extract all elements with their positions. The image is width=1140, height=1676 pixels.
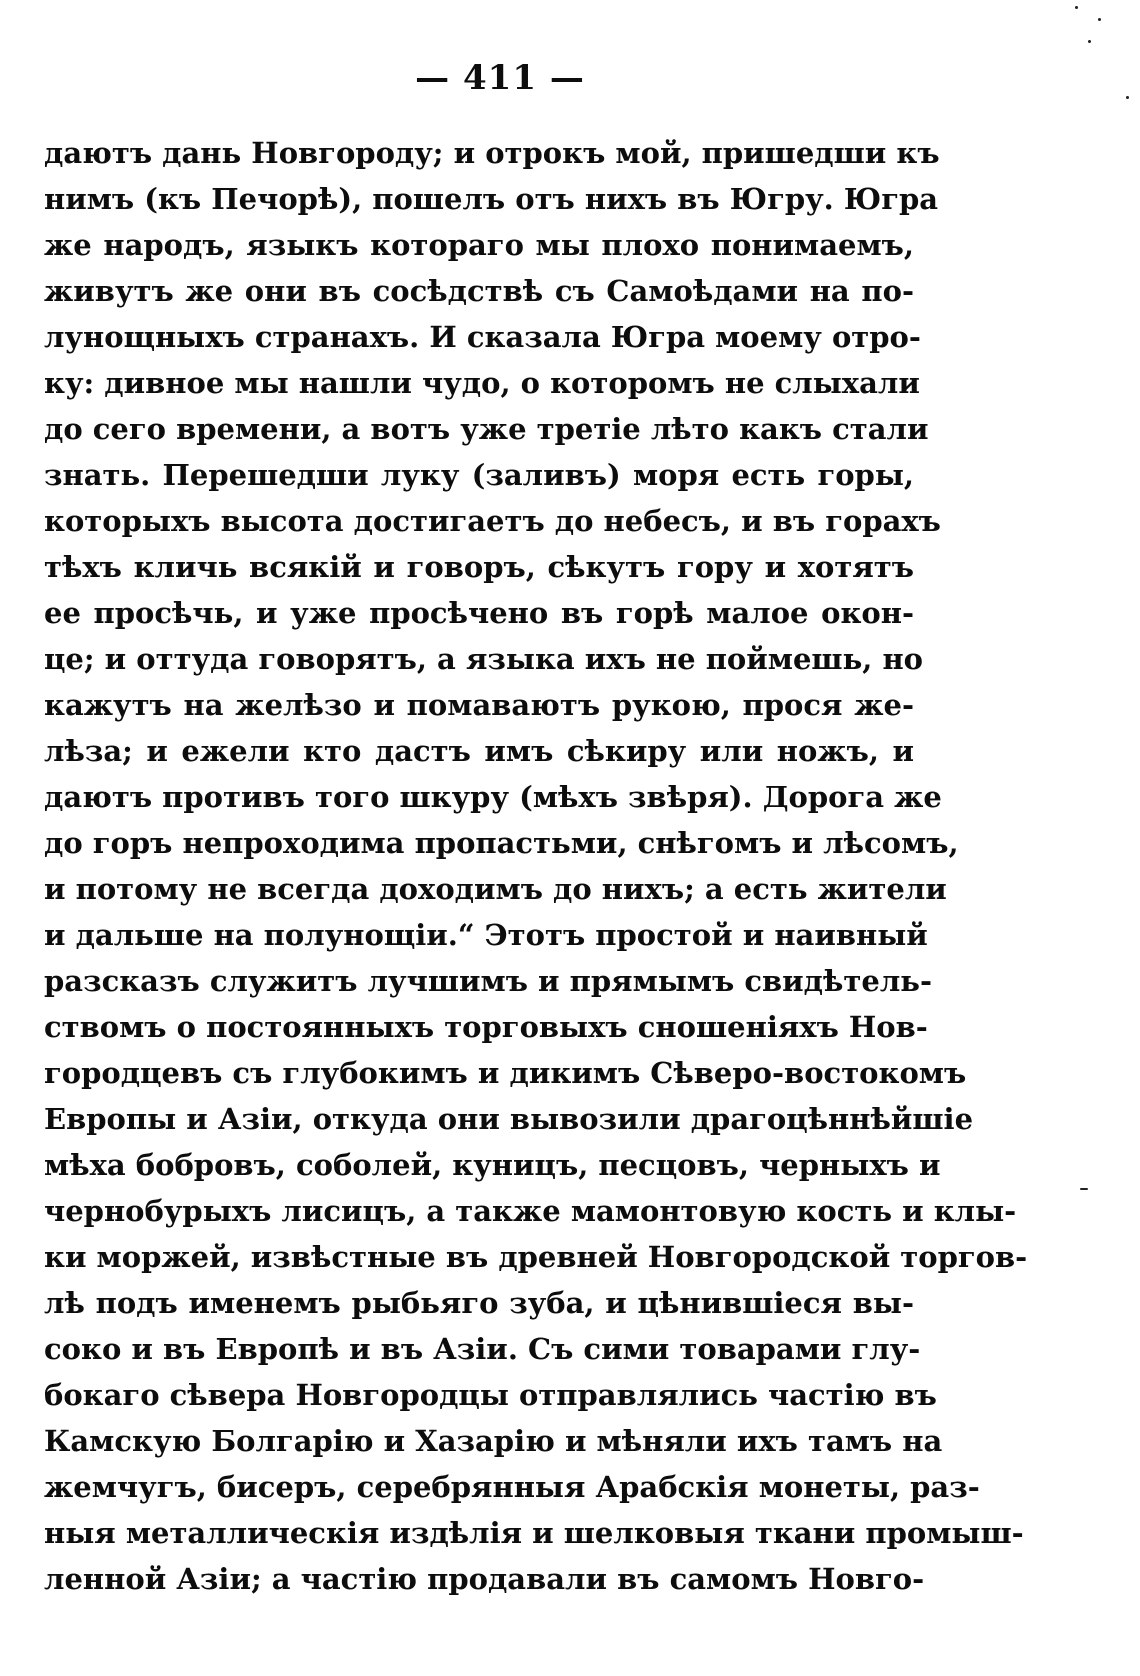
scan-speck [1098,18,1101,21]
text-line: и дальше на полунощіи.“ Этотъ простой и наивный [44,918,928,952]
text-line: даютъ дань Новгороду; и отрокъ мой, пришедши къ [44,136,940,170]
text-line: ленной Азіи; а частію продавали въ самомъ Новго- [44,1562,925,1596]
text-line: ее просѣчь, и уже просѣчено въ горѣ малое окон- [44,596,914,630]
text-line: Камскую Болгарію и Хазарію и мѣняли ихъ тамъ на [44,1424,943,1458]
page-number: — 411 — [415,58,585,98]
text-line: даютъ противъ того шкуру (мѣхъ звѣря). Дорога же [44,780,942,814]
text-line: бокаго сѣвера Новгородцы отправлялись частію въ [44,1378,937,1412]
text-line: лѣза; и ежели кто дастъ имъ сѣкиру или ножъ, и [44,734,914,768]
text-line: городцевъ съ глубокимъ и дикимъ Сѣверо-востокомъ [44,1056,967,1090]
text-line: мѣха бобровъ, соболей, куницъ, песцовъ, черныхъ и [44,1148,941,1182]
text-line: до горъ непроходима пропастьми, снѣгомъ и лѣсомъ, [44,826,959,860]
text-line: разсказъ служитъ лучшимъ и прямымъ свидѣтель- [44,964,932,998]
text-line: лунощныхъ странахъ. И сказала Югра моему отро- [44,320,921,354]
text-line: соко и въ Европѣ и въ Азіи. Съ сими товарами глу- [44,1332,921,1366]
text-line: Европы и Азіи, откуда они вывозили драгоцѣннѣйшіе [44,1102,974,1136]
text-line: лѣ подъ именемъ рыбьяго зуба, и цѣнившіеся вы- [44,1286,914,1320]
text-line: которыхъ высота достигаетъ до небесъ, и въ горахъ [44,504,941,538]
scan-speck [1080,1188,1088,1190]
text-line: ныя металлическія издѣлія и шелковыя ткани промыш- [44,1516,1024,1550]
text-line: це; и оттуда говорятъ, а языка ихъ не поймешь, но [44,642,924,676]
text-line: жемчугъ, бисеръ, серебрянныя Арабскія монеты, раз- [44,1470,980,1504]
text-line: знать. Перешедши луку (заливъ) моря есть горы, [44,458,914,492]
scan-speck [1075,6,1078,9]
text-line: кажутъ на желѣзо и помаваютъ рукою, прося же- [44,688,914,722]
text-line: до сего времени, а вотъ уже третіе лѣто какъ стали [44,412,929,446]
text-line: и потому не всегда доходимъ до нихъ; а есть жители [44,872,947,906]
text-line: тѣхъ кличь всякій и говоръ, сѣкутъ гору и хотятъ [44,550,914,584]
text-line: же народъ, языкъ котораго мы плохо понимаемъ, [44,228,914,262]
body-text [44,130,1028,1602]
text-line: ку: дивное мы нашли чудо, о которомъ не слыхали [44,366,920,400]
text-line: нимъ (къ Печорѣ), пошелъ отъ нихъ въ Югру. Югра [44,182,939,216]
text-line: чернобурыхъ лисицъ, а также мамонтовую кость и клы- [44,1194,1017,1228]
scan-speck [1126,96,1129,99]
text-line: ки моржей, извѣстные въ древней Новгородской торгов- [44,1240,1028,1274]
scan-speck [1088,40,1091,43]
text-line: живутъ же они въ сосѣдствѣ съ Самоѣдами на по- [44,274,914,308]
text-line: ствомъ о постоянныхъ торговыхъ сношеніяхъ Нов- [44,1010,928,1044]
